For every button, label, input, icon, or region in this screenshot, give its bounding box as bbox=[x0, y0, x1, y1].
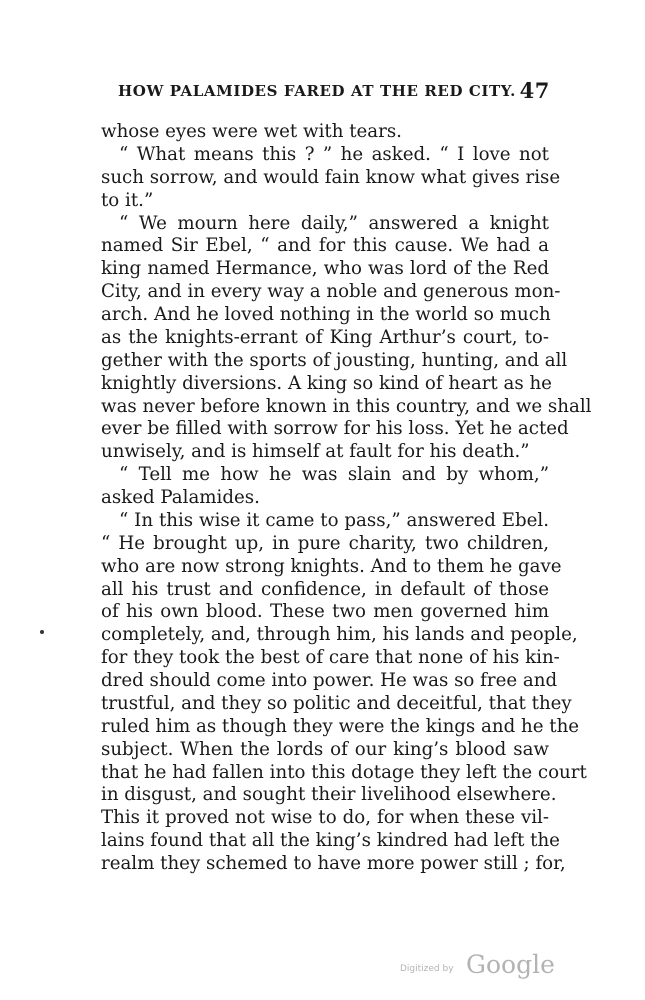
text-line: of his own blood. These two men governed him bbox=[101, 601, 549, 623]
page-number: 47 bbox=[519, 78, 550, 103]
text-line: unwisely, and is himself at fault for his death.” bbox=[101, 441, 530, 463]
ink-speck bbox=[40, 630, 44, 634]
text-line: whose eyes were wet with tears. bbox=[101, 121, 402, 142]
text-line: “ In this wise it came to pass,” answered Ebel. bbox=[119, 509, 549, 531]
text-line: “ What means this ? ” he asked. “ I love not bbox=[119, 143, 549, 165]
digitized-watermark bbox=[398, 950, 555, 984]
text-line: for they took the best of care that none of his kin- bbox=[101, 647, 560, 669]
text-line: that he had fallen into this dotage they left the court bbox=[101, 761, 587, 783]
text-line: arch. And he loved nothing in the world so much bbox=[101, 304, 551, 325]
text-line: asked Palamides. bbox=[101, 487, 260, 508]
text-line: in disgust, and sought their livelihood elsewhere. bbox=[101, 784, 557, 806]
text-line: lains found that all the king’s kindred had left the bbox=[101, 830, 560, 852]
text-line: all his trust and confidence, in default of those bbox=[101, 578, 549, 600]
text-line: to it.” bbox=[101, 189, 154, 211]
text-line: knightly diversions. A king so kind of heart as he bbox=[101, 372, 552, 394]
text-line: was never before known in this country, and we shall bbox=[101, 395, 592, 417]
text-line: named Sir Ebel, “ and for this cause. We had a bbox=[101, 235, 549, 257]
google-logo: Google bbox=[466, 950, 555, 979]
watermark-prefix: Digitized by bbox=[400, 964, 454, 974]
running-title: HOW PALAMIDES FARED AT THE RED CITY. bbox=[118, 82, 517, 100]
text-line: ever be filled with sorrow for his loss. Yet he acted bbox=[101, 418, 569, 440]
text-line: City, and in every way a noble and generous mon- bbox=[101, 281, 561, 303]
text-line: “ Tell me how he was slain and by whom,” bbox=[119, 464, 549, 486]
text-line: dred should come into power. He was so free and bbox=[101, 670, 558, 691]
text-line: gether with the sports of jousting, hunting, and all bbox=[101, 349, 568, 371]
text-line: king named Hermance, who was lord of the Red bbox=[101, 258, 549, 280]
text-line: This it proved not wise to do, for when these vil- bbox=[101, 807, 549, 829]
text-line: such sorrow, and would fain know what gives rise bbox=[101, 166, 561, 188]
text-line: subject. When the lords of our king’s blood saw bbox=[101, 738, 549, 760]
text-line: trustful, and they so politic and deceitful, that they bbox=[101, 692, 572, 714]
text-line: as the knights-errant of King Arthur’s court, to- bbox=[101, 326, 549, 348]
text-line: “ He brought up, in pure charity, two children, bbox=[101, 532, 549, 554]
text-line: “ We mourn here daily,” answered a knight bbox=[119, 212, 549, 234]
text-line: ruled him as though they were the kings and he the bbox=[101, 715, 580, 737]
body-text bbox=[101, 121, 592, 876]
text-line: realm they schemed to have more power still ; for, bbox=[101, 853, 566, 874]
running-header bbox=[118, 78, 550, 104]
text-line: completely, and, through him, his lands and people, bbox=[101, 624, 578, 646]
text-line: who are now strong knights. And to them he gave bbox=[101, 555, 562, 577]
